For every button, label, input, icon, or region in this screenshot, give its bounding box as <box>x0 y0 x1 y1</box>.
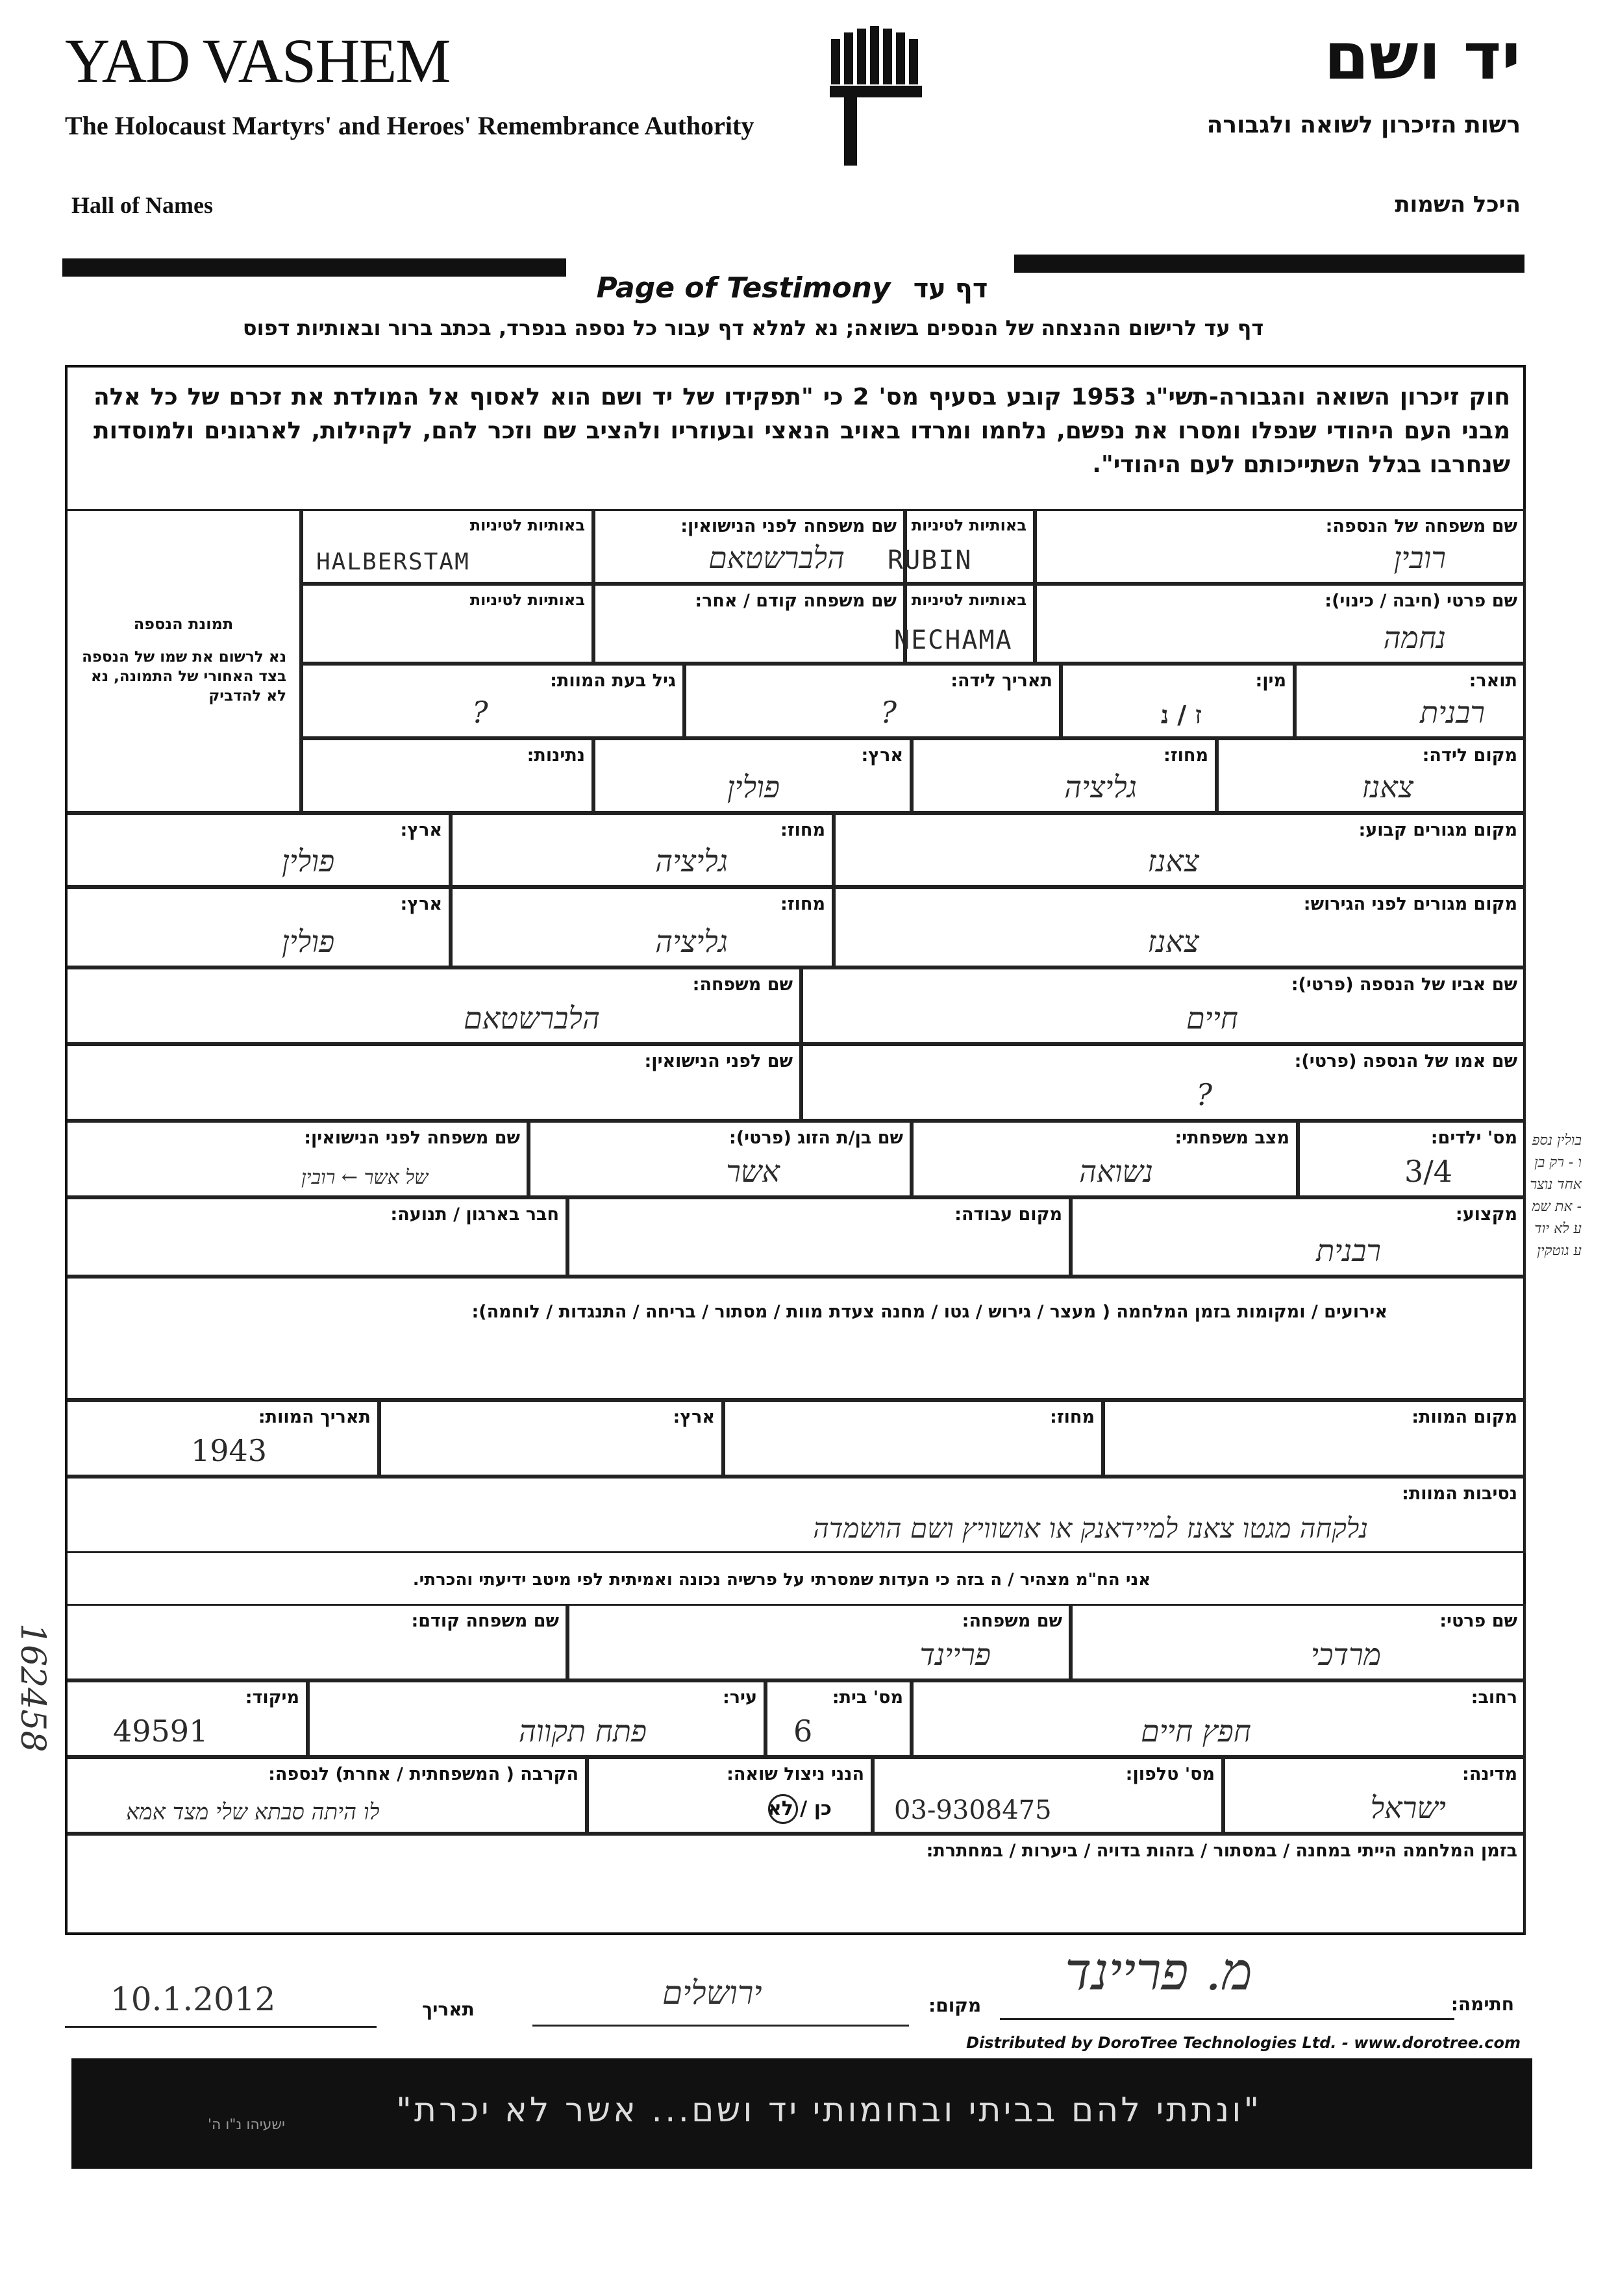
perm-residence-value: צאנז <box>1147 843 1199 879</box>
latin-letters-label: באותיות לטיניות <box>911 591 1026 609</box>
maiden-name-value: הלברשטאם <box>708 540 845 575</box>
title-en: Page of Testimony <box>596 271 891 305</box>
relation-value: לו היתה סבתא שלי מצד אמא <box>126 1799 380 1825</box>
house-no-field[interactable] <box>765 1680 912 1757</box>
org-name-he: יד ושם <box>1324 18 1521 94</box>
gender-label: מין: <box>1255 671 1286 691</box>
margin-note: בולין נספו - רק בן אחד נוצר - את שמע לא יודע גוטקין <box>1530 1132 1582 1259</box>
zip-value: 49591 <box>113 1714 208 1749</box>
deport-region-label: מחוז: <box>780 894 825 914</box>
death-place-field[interactable] <box>1103 1400 1526 1477</box>
father-family-value: הלברשטאם <box>464 1001 600 1036</box>
age-at-death-field[interactable] <box>301 664 684 738</box>
birth-country-label: ארץ: <box>861 745 903 766</box>
org-name-en: YAD VASHEM <box>65 26 450 95</box>
house-no-label: מס' בית: <box>832 1688 903 1708</box>
city-value: פתח תקווה <box>518 1714 647 1749</box>
declaration: אני הח"מ מצהיר / ה בזה כי העדות שמסרתי על פרשיה נכונה ואמיתית לפי מיטב ידיעתי והכרתי. <box>412 1570 1151 1590</box>
victim-surname-label: שם משפחה של הנספה: <box>1325 516 1517 536</box>
deport-region-field[interactable] <box>451 887 834 967</box>
photo-box-title: תמונת הנספה <box>133 615 234 633</box>
state-value: ישראל <box>1370 1790 1446 1825</box>
birth-place-field[interactable] <box>1217 738 1526 813</box>
spouse-name-label: שם בן/ת הזוג (פרטי): <box>729 1128 903 1148</box>
perm-region-field[interactable] <box>451 813 834 887</box>
survivor-label: הנני ניצול שואה: <box>727 1764 864 1784</box>
deport-country-field[interactable] <box>68 887 451 967</box>
mother-name-field[interactable] <box>801 1044 1526 1121</box>
birth-region-value: גליציה <box>1064 769 1137 805</box>
header-bar-right <box>1014 255 1524 273</box>
spouse-name-value: אשר <box>726 1154 780 1189</box>
wartime-status-label: בזמן המלחמה הייתי במחנה / במסתור / בזהות בדויה / ביערות / במחתרת: <box>926 1841 1517 1861</box>
state-field[interactable] <box>1223 1757 1526 1834</box>
death-region-field[interactable] <box>723 1400 1103 1477</box>
footer-verse: "ונתתי להם בביתי ובחומותי יד ושם... אשר לא יכרת" <box>396 2091 1262 2130</box>
maiden-name-label: שם משפחה לפני הנישואין: <box>680 516 897 536</box>
victim-surname-latin-field[interactable] <box>888 509 1035 584</box>
maiden-name-field[interactable] <box>593 509 905 584</box>
zip-label: מיקוד: <box>245 1688 299 1708</box>
street-value: חפץ חיים <box>1141 1714 1251 1749</box>
spouse-maiden-field[interactable] <box>68 1121 529 1197</box>
title-he: דף עד <box>913 274 988 304</box>
mother-name-label: שם אמו של הנספה (פרטי): <box>1294 1051 1517 1071</box>
first-name-value: נחמה <box>1383 620 1446 655</box>
death-date-label: תאריך המוות: <box>258 1407 371 1427</box>
death-country-label: ארץ: <box>673 1407 715 1427</box>
survivor-options: כן / לא <box>767 1797 832 1820</box>
birth-date-field[interactable] <box>684 664 1061 738</box>
marital-status-value: נשואה <box>1079 1154 1153 1189</box>
mother-maiden-label: שם לפני הנישואין: <box>644 1051 793 1071</box>
spouse-name-field[interactable] <box>529 1121 912 1197</box>
marital-status-field[interactable] <box>912 1121 1298 1197</box>
death-date-field[interactable] <box>68 1400 379 1477</box>
maiden-name-latin-value: HALBERSTAM <box>316 549 470 575</box>
prev-name-label: שם משפחה קודם / אחר: <box>695 591 897 611</box>
yad-vashem-logo <box>825 26 928 169</box>
father-name-label: שם אביו של הנספה (פרטי): <box>1291 975 1517 995</box>
place-value[interactable]: ירושלים <box>662 1974 762 2012</box>
submitter-surname-value: פריינד <box>919 1637 991 1672</box>
perm-region-label: מחוז: <box>780 820 825 840</box>
birth-date-value: ? <box>880 695 897 730</box>
deport-residence-field[interactable] <box>834 887 1526 967</box>
submitter-surname-label: שם משפחה: <box>962 1611 1062 1631</box>
place-line <box>532 2025 909 2027</box>
hall-of-names-he: היכל השמות <box>1395 192 1521 218</box>
father-name-value: חיים <box>1186 1001 1238 1036</box>
perm-region-value: גליציה <box>655 843 728 879</box>
organization-label: חבר בארגון / תנועה: <box>390 1204 559 1225</box>
deport-country-label: ארץ: <box>400 894 442 914</box>
birth-region-label: מחוז: <box>1163 745 1208 766</box>
death-circumstances-value: נלקחה מגטו צאנז למיידאנק או אושוויץ ושם הושמדה <box>813 1512 1368 1544</box>
photo-box[interactable] <box>68 509 301 813</box>
father-family-label: שם משפחה: <box>692 975 793 995</box>
first-name-label: שם פרטי (חיבה / כינוי): <box>1325 591 1517 611</box>
spouse-maiden-label: שם משפחה לפני הנישואין: <box>304 1128 520 1148</box>
street-field[interactable] <box>912 1680 1526 1757</box>
date-label: תאריך <box>422 1999 475 2020</box>
gender-value: ז / נ <box>1160 700 1202 729</box>
organization-field[interactable] <box>68 1197 567 1277</box>
deport-country-value: פולין <box>282 924 335 959</box>
form-title <box>571 271 1013 305</box>
first-name-field[interactable] <box>1035 584 1526 664</box>
prev-name-field[interactable] <box>593 584 905 664</box>
children-value: 3/4 <box>1404 1154 1452 1189</box>
testimony-form <box>65 365 1526 1935</box>
perm-residence-field[interactable] <box>834 813 1526 887</box>
date-line <box>65 2026 377 2028</box>
header-bar-left <box>62 258 566 277</box>
death-place-label: מקום המוות: <box>1412 1407 1517 1427</box>
side-number: 162458 <box>13 1623 52 1753</box>
gender-field[interactable] <box>1061 664 1295 738</box>
workplace-label: מקום עבודה: <box>954 1204 1062 1225</box>
age-at-death-value: ? <box>472 695 488 730</box>
children-label: מס' ילדים: <box>1430 1128 1517 1148</box>
deport-residence-label: מקום מגורים לפני הגירוש: <box>1303 894 1517 914</box>
first-name-latin-value: NECHAMA <box>894 625 1013 655</box>
phone-value: 03-9308475 <box>894 1795 1052 1825</box>
place-label: מקום: <box>928 1995 982 2016</box>
prev-name-latin-field[interactable] <box>301 584 593 664</box>
birth-country-field[interactable] <box>593 738 912 813</box>
signature-value[interactable]: מ. פריינד <box>1065 1941 1252 2002</box>
children-field[interactable] <box>1298 1121 1526 1197</box>
mother-name-value: ? <box>1196 1077 1212 1112</box>
death-region-label: מחוז: <box>1050 1407 1095 1427</box>
victim-surname-latin-value: RUBIN <box>888 545 973 575</box>
latin-letters-label: באותיות לטיניות <box>911 516 1026 534</box>
perm-country-field[interactable] <box>68 813 451 887</box>
instructions: דף עד לרישום ההנצחה של הנספים בשואה; נא למלא דף עבור כל נספה בנפרד, בכתב ברור ובאותיות דפוס <box>242 316 1264 340</box>
first-name-latin-field[interactable] <box>894 584 1035 664</box>
survivor-yes-circle-icon <box>768 1794 798 1824</box>
profession-field[interactable] <box>1071 1197 1526 1277</box>
phone-label: מס' טלפון: <box>1125 1764 1215 1784</box>
org-subtitle-en: The Holocaust Martyrs' and Heroes' Remembrance Authority <box>65 111 754 140</box>
father-family-field[interactable] <box>68 967 801 1044</box>
death-country-field[interactable] <box>379 1400 723 1477</box>
birth-country-value: פולין <box>727 769 780 805</box>
father-name-field[interactable] <box>801 967 1526 1044</box>
latin-letters-label: באותיות לטיניות <box>469 591 585 609</box>
signature-label: חתימה: <box>1450 1993 1514 2015</box>
hall-of-names-en: Hall of Names <box>71 192 213 218</box>
phone-field[interactable] <box>873 1757 1223 1834</box>
age-at-death-label: גיל בעת המוות: <box>550 671 676 691</box>
title-field[interactable] <box>1295 664 1526 738</box>
marital-status-label: מצב משפחתי: <box>1175 1128 1289 1148</box>
submitter-surname-field[interactable] <box>567 1604 1071 1680</box>
relation-label: הקרבה ( המשפחתית / אחרת) לנספה: <box>268 1764 579 1784</box>
state-label: מדינה: <box>1462 1764 1517 1784</box>
footer-band <box>71 2058 1532 2169</box>
city-label: עיר: <box>723 1688 757 1708</box>
submitter-first-field[interactable] <box>1071 1604 1526 1680</box>
perm-residence-label: מקום מגורים קבוע: <box>1358 820 1517 840</box>
title-label: תואר: <box>1469 671 1517 691</box>
zip-field[interactable] <box>68 1680 308 1757</box>
org-subtitle-he: רשות הזיכרון לשואה ולגבורה <box>1206 112 1521 138</box>
title-value: רבנית <box>1420 695 1485 730</box>
birth-place-label: מקום לידה: <box>1422 745 1517 766</box>
mother-maiden-field[interactable] <box>68 1044 801 1121</box>
submitter-prev-label: שם משפחה קודם: <box>411 1611 559 1631</box>
distributed-by: Distributed by DoroTree Technologies Ltd. - www.dorotree.com <box>966 2034 1521 2052</box>
relation-field[interactable] <box>68 1757 587 1834</box>
birth-region-field[interactable] <box>912 738 1217 813</box>
survivor-field[interactable] <box>587 1757 873 1834</box>
deport-residence-value: צאנז <box>1147 924 1199 959</box>
maiden-name-latin-field[interactable] <box>301 509 593 584</box>
date-value[interactable]: 10.1.2012 <box>110 1980 276 2018</box>
photo-box-note: נא לרשום את שמו של הנספה בצד האחורי של התמונה, נא לא להדביק <box>82 649 286 705</box>
submitter-first-label: שם פרטי: <box>1439 1611 1517 1631</box>
profession-label: מקצוע: <box>1455 1204 1517 1225</box>
signature-line <box>1000 2018 1454 2020</box>
spouse-maiden-value: של אשר ← רובין <box>301 1166 429 1189</box>
submitter-first-value: מרדכי <box>1310 1637 1381 1672</box>
nationality-label: נתינות: <box>527 745 585 766</box>
death-circumstances-label: נסיבות המוות: <box>1402 1484 1517 1504</box>
wartime-events-label: אירועים / ומקומות בזמן המלחמה ( מעצר / גירוש / גטו / מחנה צעדת מוות / מסתור / בריחה / התנגדות / לוחמה): <box>471 1302 1387 1322</box>
footer-verse-ref: ישעיהו נ"ו ה' <box>208 2117 285 2133</box>
law-text: חוק זיכרון השואה והגבורה-תשי"ג 1953 קובע בסעיף מס' 2 כי "תפקידו של יד ושם הוא לאסוף אל המולדת את זכרם של כל אלה מבני העם היהודי שנפלו ומסרו את נפשם, נלחמו ומרדו באויב הנאצי ובעוזריו ולהציב שם וזכר להם, לקהילות, לארגונים ולמוסדות שנחרבו בגלל השתייכותם לעם היהודי". <box>93 384 1510 478</box>
wartime-status-field[interactable] <box>68 1834 1526 1935</box>
city-field[interactable] <box>308 1680 765 1757</box>
profession-value: רבנית <box>1316 1233 1381 1268</box>
deport-region-value: גליציה <box>655 924 728 959</box>
death-circumstances-field[interactable] <box>68 1477 1526 1553</box>
victim-surname-value: רובין <box>1393 540 1446 575</box>
house-no-value: 6 <box>793 1714 813 1749</box>
perm-country-value: פולין <box>282 843 335 879</box>
birth-date-label: תאריך לידה: <box>951 671 1052 691</box>
death-date-value: 1943 <box>191 1433 268 1468</box>
perm-country-label: ארץ: <box>400 820 442 840</box>
submitter-prev-field[interactable] <box>68 1604 567 1680</box>
latin-letters-label: באותיות לטיניות <box>469 516 585 534</box>
wartime-events-field[interactable] <box>68 1277 1526 1400</box>
birth-place-value: צאנז <box>1362 769 1413 805</box>
victim-surname-field[interactable] <box>1035 509 1526 584</box>
workplace-field[interactable] <box>567 1197 1071 1277</box>
nationality-field[interactable] <box>301 738 593 813</box>
street-label: רחוב: <box>1471 1688 1517 1708</box>
